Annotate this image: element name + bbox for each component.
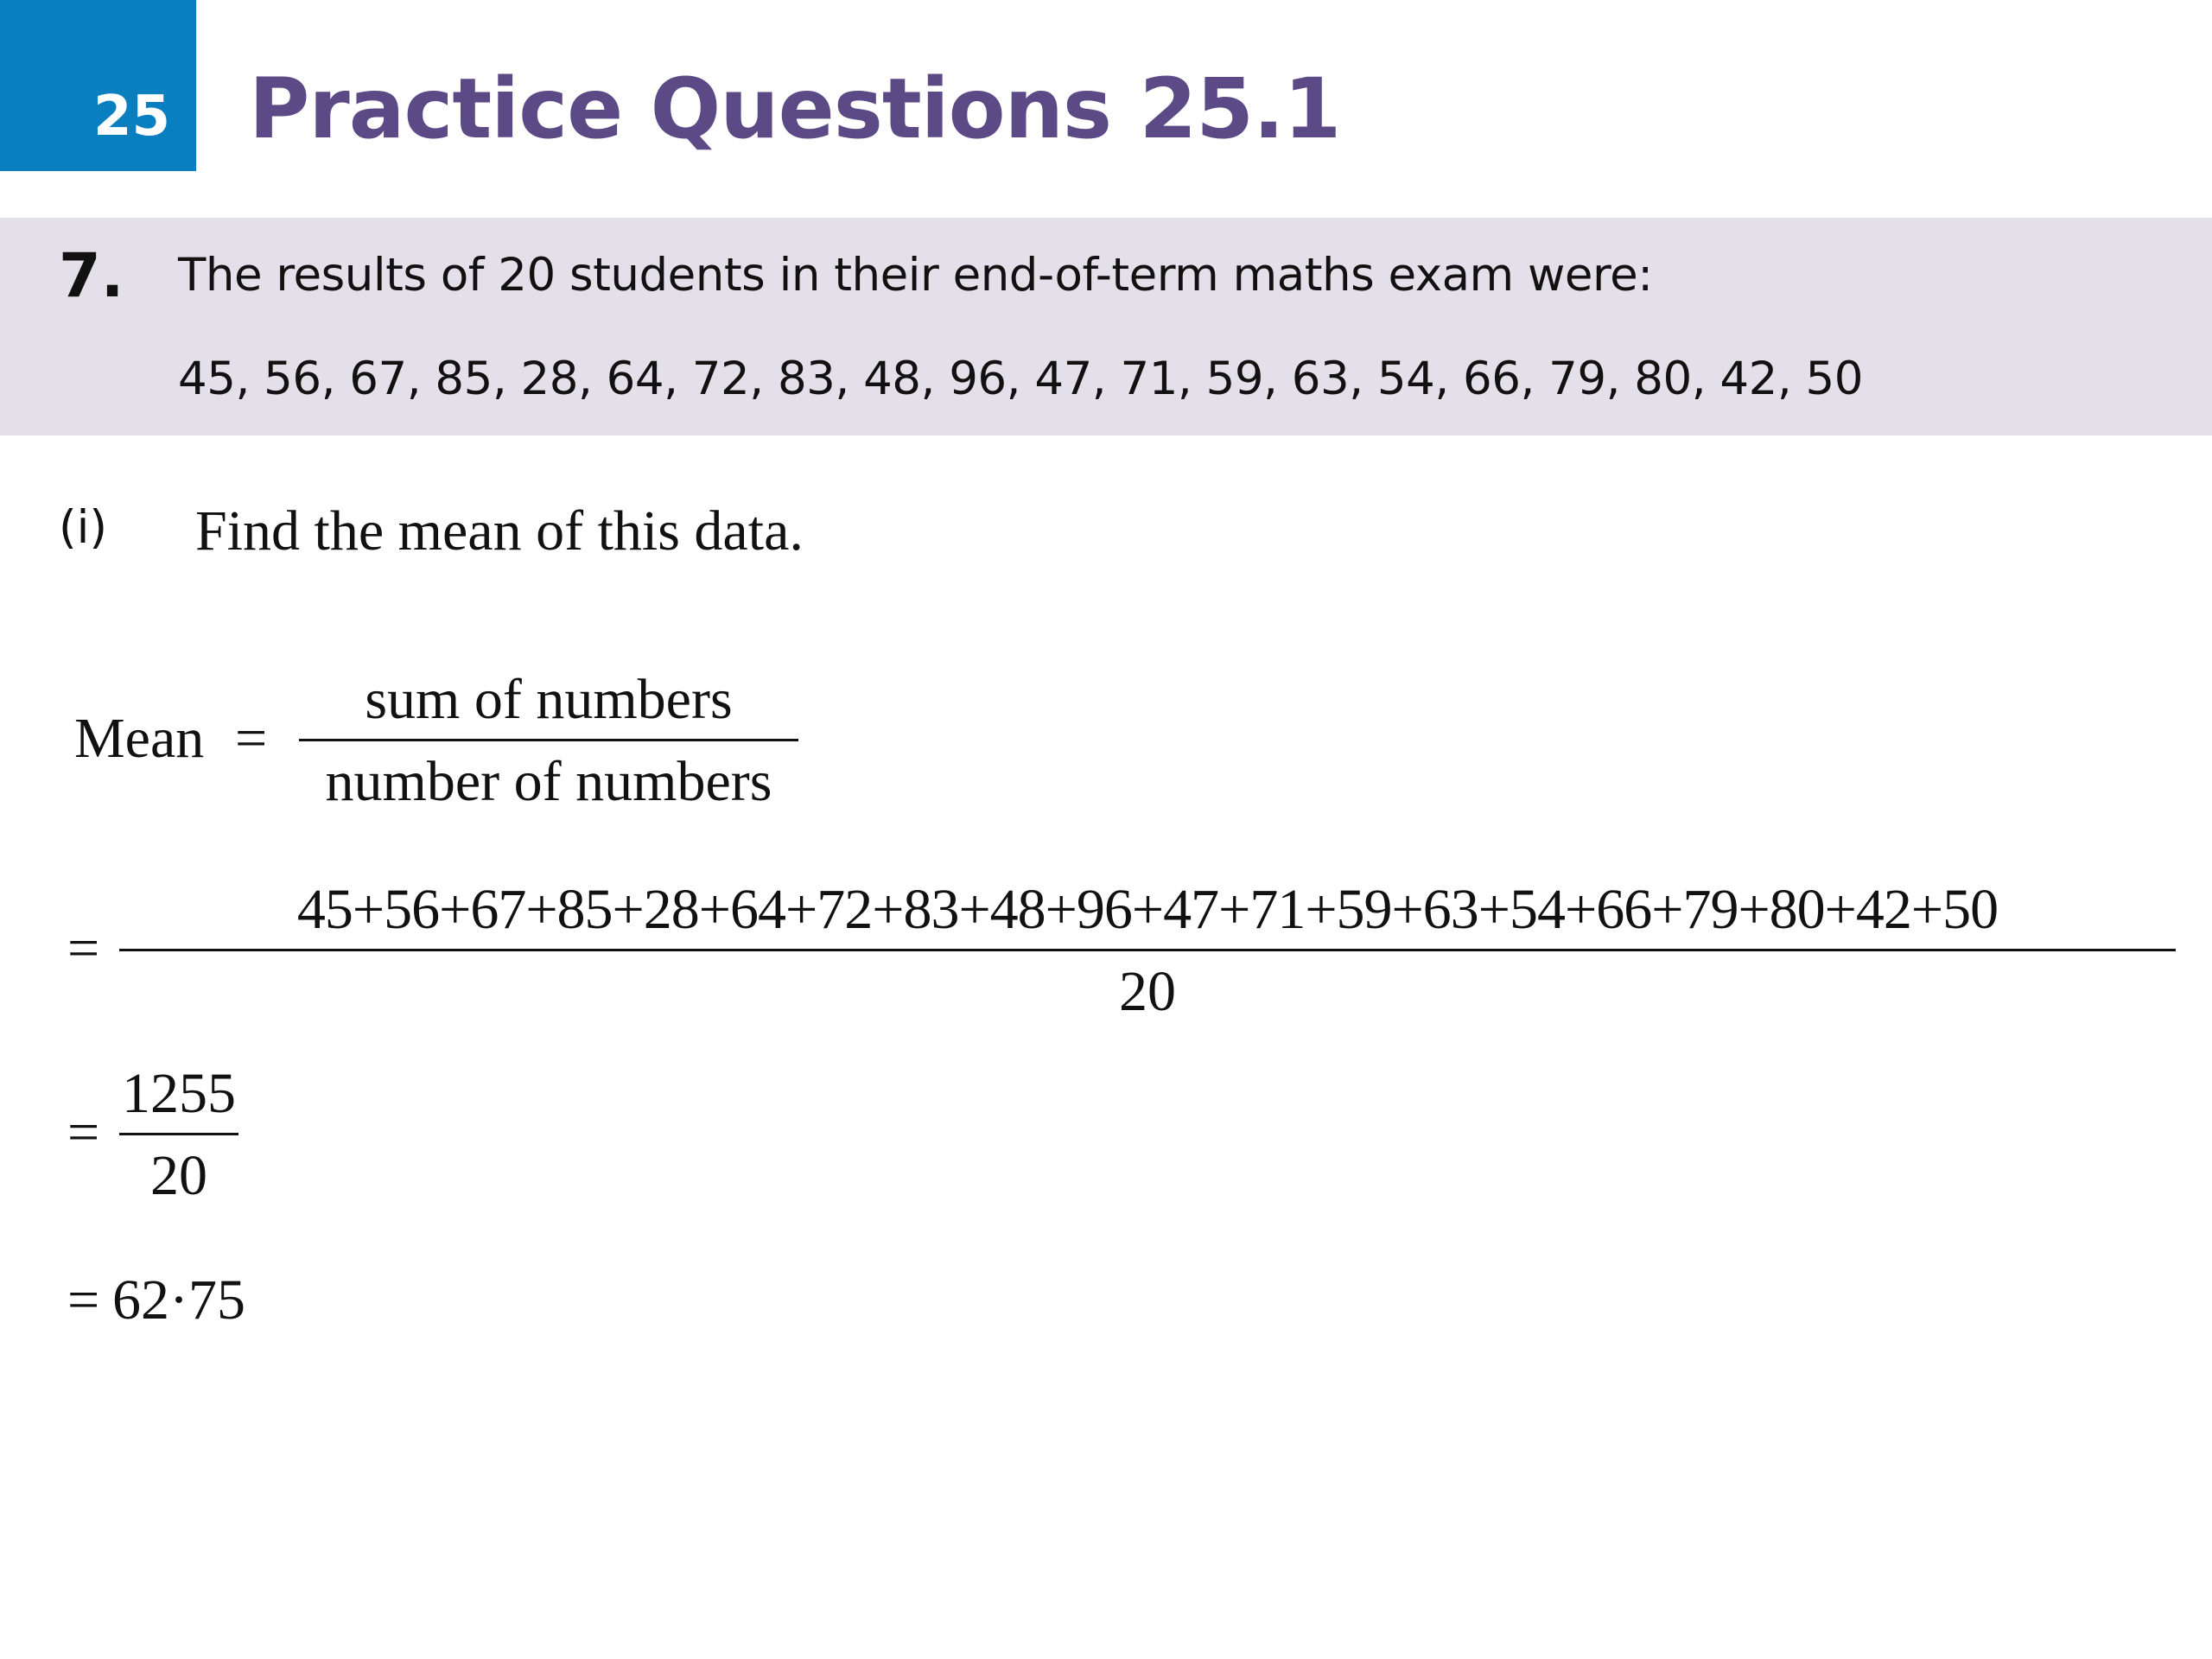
- step1-fraction: [119, 874, 2176, 1027]
- page-title: Practice Questions 25.1: [249, 60, 1341, 157]
- formula-equals: =: [235, 707, 268, 770]
- step2-fraction: [119, 1058, 238, 1211]
- step2-equals: =: [67, 1101, 100, 1164]
- result-equals: =: [67, 1268, 100, 1332]
- chapter-badge: [0, 0, 196, 171]
- step1-numerator: 45+56+67+85+28+64+72+83+48+96+47+71+59+63+54+66+79+80+42+50: [296, 878, 1999, 941]
- step1-equals: =: [67, 917, 100, 980]
- question-number: 7.: [59, 240, 124, 311]
- formula-numerator: sum of numbers: [365, 668, 733, 731]
- formula-fraction: [299, 664, 798, 817]
- mean-label: Mean: [74, 707, 205, 770]
- result-value: 62·75: [112, 1268, 245, 1332]
- question-data-line: 45, 56, 67, 85, 28, 64, 72, 83, 48, 96, 47, 71, 59, 63, 54, 66, 79, 80, 42, 50: [178, 353, 1864, 405]
- chapter-number: 25: [92, 85, 170, 149]
- part-text: Find the mean of this data.: [195, 499, 804, 563]
- step2-bar: [119, 1133, 238, 1135]
- part-label: (i): [59, 501, 108, 554]
- step2-numerator: 1255: [122, 1062, 236, 1125]
- formula-denominator: number of numbers: [325, 750, 772, 813]
- formula-bar: [299, 739, 798, 741]
- step1-bar: [119, 949, 2176, 951]
- step2-denominator: 20: [150, 1144, 207, 1207]
- question-text: The results of 20 students in their end-of-term maths exam were:: [178, 249, 1653, 302]
- step1-denominator: 20: [1119, 960, 1176, 1023]
